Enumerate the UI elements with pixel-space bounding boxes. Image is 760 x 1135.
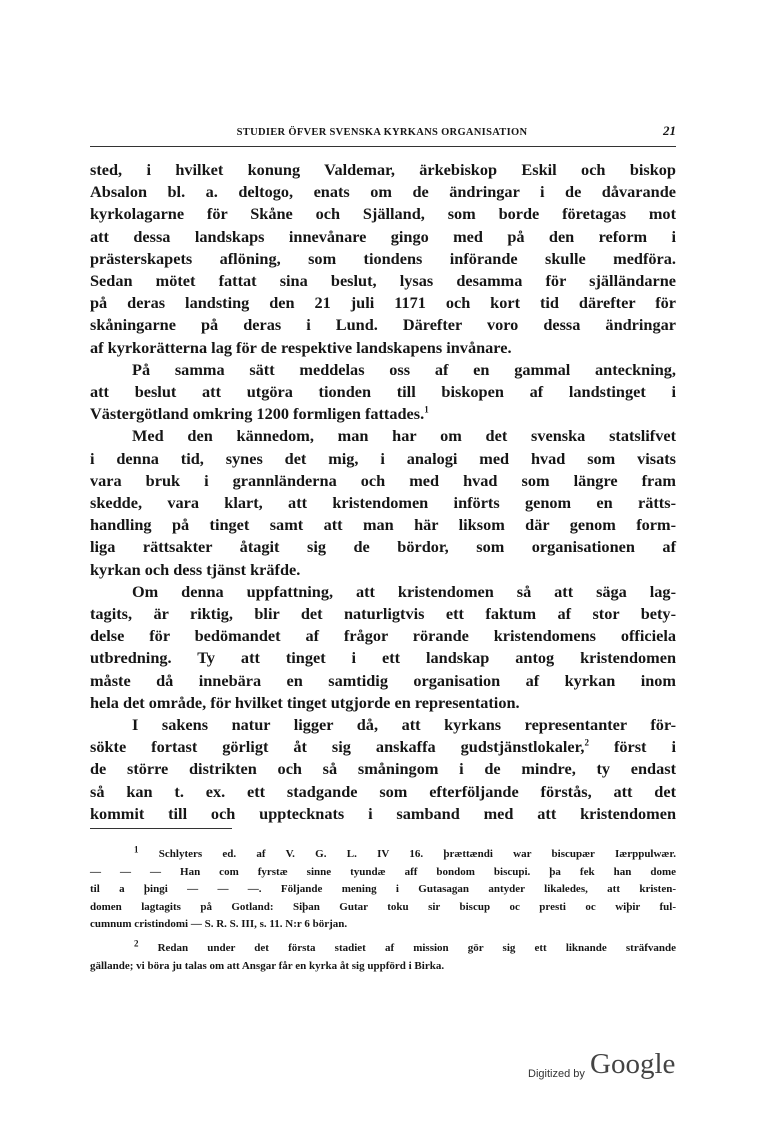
- text-line: Absalon bl. a. deltogo, enats om de ändringar i de dåvarande: [90, 182, 676, 202]
- footnote-1-line: — — — Han com fyrstæ sinne tyundæ aff bondom biscupi. þa fek han dome: [90, 865, 676, 878]
- text-line: hela det område, för hvilket tinget utgjorde en representation.: [90, 692, 520, 712]
- footnote-reference-2: 2: [584, 737, 589, 748]
- text-line: så kan t. ex. ett stadgande som efterföljande förstås, att det: [90, 781, 676, 801]
- footnote-reference-1: 1: [424, 404, 429, 415]
- digitized-by-google-watermark: [528, 1048, 688, 1088]
- text-line: handling på tinget samt att man här liksom där genom form-: [90, 515, 676, 535]
- running-title: STUDIER ÖFVER SVENSKA KYRKANS ORGANISATION: [236, 127, 528, 138]
- text-line: sted, i hvilket konung Valdemar, ärkebiskop Eskil och biskop: [90, 160, 676, 179]
- text-line-with-footnote: [90, 403, 676, 425]
- google-logo-text: Google: [590, 1048, 676, 1080]
- footnote-marker-2: 2: [134, 938, 139, 949]
- text-line: delse för bedömandet af frågor rörande kristendomens officiela: [90, 626, 676, 646]
- page-number: 21: [663, 123, 676, 138]
- footnote-text: Schlyters ed. af V. G. L. IV 16. þrættændi war biscupær Iærppulwær.: [158, 848, 677, 860]
- text-line: prästerskapets aflöning, som tiondens införande skulle medföra.: [90, 248, 676, 268]
- footnote-marker-1: 1: [134, 844, 139, 855]
- footnote-2-line: gällande; vi böra ju talas om att Ansgar får en kyrka åt sig uppförd i Birka.: [90, 959, 445, 972]
- body-text: [90, 159, 676, 825]
- text-line: på deras landsting den 21 juli 1171 och kort tid därefter för: [90, 293, 676, 313]
- header-rule: [90, 146, 676, 147]
- footnote-1-line: [90, 846, 676, 864]
- text-line: att beslut att utgöra tionden till biskopen af landstinget i: [90, 382, 676, 402]
- text-line: kommit till och upptecknats i samband med att kristendomen: [90, 803, 676, 823]
- text-fragment: sökte fortast görligt åt sig anskaffa gudstjänstlokaler,: [90, 737, 585, 757]
- text-line: skedde, vara klart, att kristendomen införts genom en rätts-: [90, 493, 676, 513]
- text-line: kyrkolagarne för Skåne och Själland, som borde företagas mot: [90, 204, 676, 224]
- text-line: utbredning. Ty att tinget i ett landskap antog kristendomen: [90, 648, 676, 668]
- text-fragment: Västergötland omkring 1200 formligen fattades.: [90, 404, 425, 424]
- text-line: Om denna uppfattning, att kristendomen så att säga lag-: [132, 581, 676, 601]
- text-line: Med den kännedom, man har om det svenska statslifvet: [132, 426, 676, 446]
- text-line: i denna tid, synes det mig, i analogi med hvad som visats: [90, 448, 676, 468]
- footnote-1-line: domen lagtagits på Gotland: Siþan Gutar toku sir biscup oc presti oc wiþir ful-: [90, 900, 676, 913]
- text-line: Sedan mötet fattat sina beslut, lysas desamma för själländarne: [90, 271, 676, 291]
- footnote-1-line: cumnum cristindomi — S. R. S. III, s. 11. N:r 6 början.: [90, 918, 348, 931]
- text-fragment: först i: [613, 737, 676, 757]
- text-line-with-footnote: [90, 736, 676, 758]
- text-line: att dessa landskaps innevånare gingo med på den reform i: [90, 226, 676, 246]
- text-line: de större distrikten och så småningom i de mindre, ty endast: [90, 759, 676, 779]
- footnote-1-line: til a þingi — — —. Följande mening i Gutasagan antyder likaledes, att kristen-: [90, 883, 676, 896]
- footnote-text: Redan under det första stadiet af mission gör sig ett liknande sträfvande: [157, 941, 676, 954]
- text-line: af kyrkorätterna lag för de respektive landskapens invånare.: [90, 337, 512, 357]
- footnotes: [90, 846, 676, 975]
- text-line: I sakens natur ligger då, att kyrkans representanter för-: [132, 715, 676, 735]
- watermark-small-text: Digitized by: [528, 1068, 585, 1080]
- text-line: måste då innebära en samtidig organisation af kyrkan inom: [90, 670, 676, 690]
- text-line: skåningarne på deras i Lund. Därefter voro dessa ändringar: [90, 315, 676, 335]
- footnote-2-line: [90, 940, 676, 958]
- text-line: liga rättsakter åtagit sig de bördor, som organisationen af: [90, 537, 676, 557]
- text-line: tagits, är riktig, blir det naturligtvis ett faktum af stor bety-: [90, 604, 676, 624]
- text-line: vara bruk i grannländerna och med hvad som längre fram: [90, 470, 676, 490]
- text-line: På samma sätt meddelas oss af en gammal anteckning,: [132, 359, 676, 379]
- text-line: kyrkan och dess tjänst kräfde.: [90, 559, 301, 579]
- footnote-rule: [90, 828, 232, 829]
- running-header: [88, 123, 676, 143]
